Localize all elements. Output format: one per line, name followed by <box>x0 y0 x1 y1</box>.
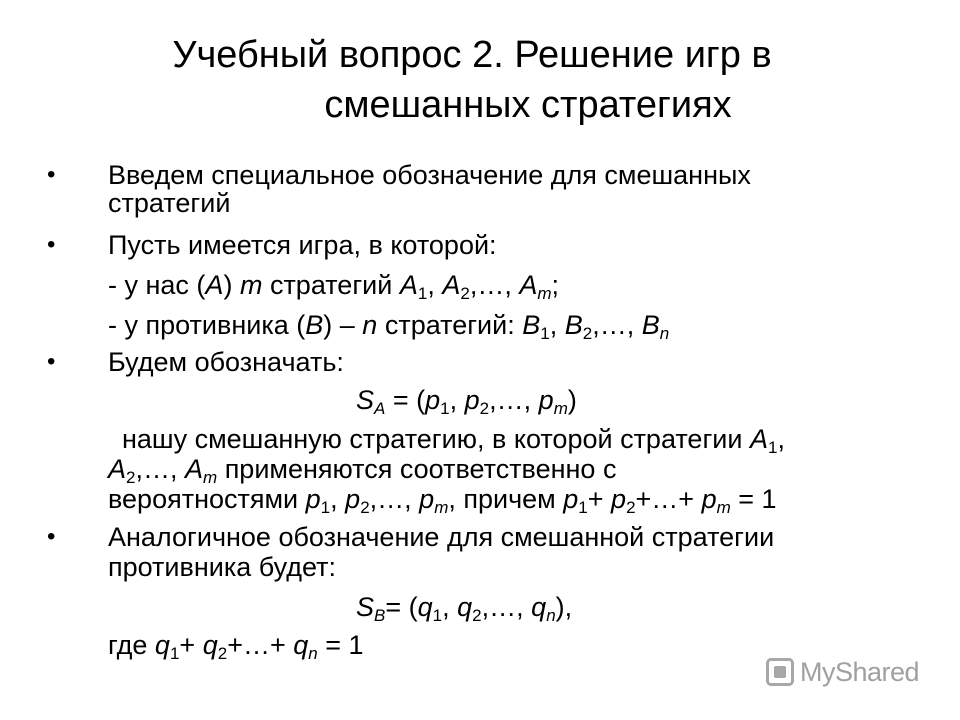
opponent-probability-sum: где $q_1+$ $q_2+\dots+ q_n = 1$ <box>108 630 364 663</box>
opponent-strategies-line: - у противника (B) – n стратегий: $B_1$, $B_2,\dots$, $B_n$ <box>108 310 670 343</box>
mixed-strategy-line-3: вероятностями $p_1$, $p_2,\dots$, $p_m$, причем $p_1+$ $p_2+\dots+ p_m = 1$ <box>108 484 777 517</box>
watermark-text: MyShared <box>800 656 920 687</box>
bullet-2-line-1: Пусть имеется игра, в которой: <box>108 230 497 260</box>
formula-s-a: $S_A = (p_1$, $p_2,\dots$, $p_m$) <box>356 385 577 418</box>
slide-title-line-1: Учебный вопрос 2. Решение игр в <box>172 34 772 76</box>
bullet-4-line-2: противника будет: <box>108 552 336 582</box>
bullet-4-line-1: Аналогичное обозначение для смешанной стратегии <box>108 522 775 552</box>
bullet-1-line-2: стратегий <box>108 188 231 218</box>
bullet-marker: • <box>47 348 56 375</box>
formula-s-b: $S_B= (q_1$, $q_2,\dots$, $q_n$), <box>356 592 573 625</box>
bullet-marker: • <box>47 231 56 258</box>
mixed-strategy-line-2: $A_2,\dots$, $A_m$ применяются соответственно с <box>108 454 617 487</box>
bullet-1-line-1: Введем специальное обозначение для смешанных <box>108 160 751 190</box>
mixed-strategy-line-1: нашу смешанную стратегию, в которой стратегии $A_1$, <box>122 424 785 457</box>
myshared-watermark <box>766 652 926 692</box>
bullet-marker: • <box>47 523 56 550</box>
myshared-logo-icon <box>766 658 794 686</box>
our-strategies-line: - у нас (A) m стратегий $A_1$, $A_2,\dots$, $A_m$; <box>108 270 560 303</box>
slide-title-line-2: смешанных стратегиях <box>324 84 732 126</box>
bullet-marker: • <box>47 161 56 188</box>
bullet-3-line-1: Будем обозначать: <box>108 347 344 377</box>
